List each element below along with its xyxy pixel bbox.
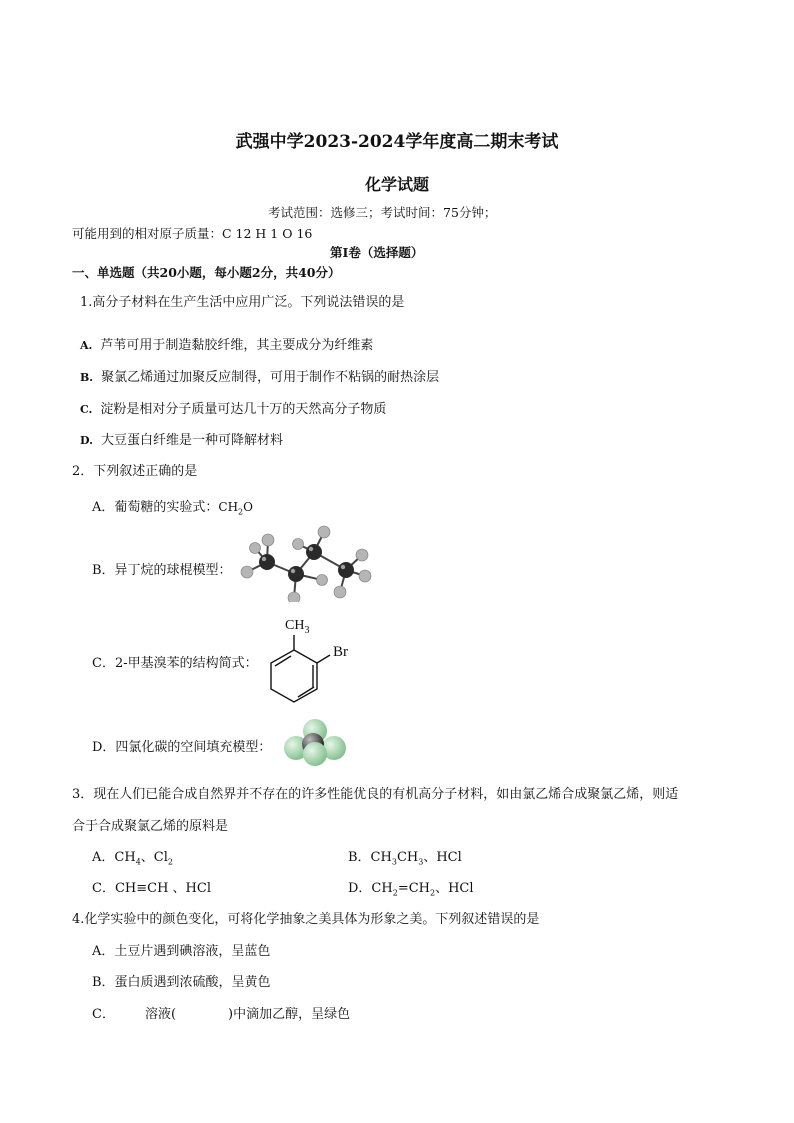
formula-part: 、HCl <box>435 881 474 896</box>
chlorine-atom <box>303 742 327 766</box>
option-letter: C． <box>92 1007 115 1022</box>
q2-option-d: D．四氯化碳的空间填充模型： <box>92 740 272 755</box>
option-text: )中滴加乙醇，呈绿色 <box>228 1007 351 1022</box>
q4-option-c <box>92 1003 350 1022</box>
formula-sub: 2 <box>167 857 173 867</box>
methyl-sub: 3 <box>304 624 310 636</box>
formula-sub: 2 <box>430 888 436 898</box>
q1-option-a <box>80 334 373 353</box>
option-letter: B. <box>80 371 94 384</box>
q1-stem: 1.高分子材料在生产生活中应用广泛。下列说法错误的是 <box>80 295 405 310</box>
q4-option-a: A．土豆片遇到碘溶液，呈蓝色 <box>92 944 271 959</box>
hydrogen-atom <box>288 592 300 602</box>
formula-part: B．CH <box>348 850 392 865</box>
q2-option-b: B．异丁烷的球棍模型： <box>92 563 232 578</box>
methyl-ch: CH <box>285 618 305 633</box>
hydrogen-atom <box>356 549 368 561</box>
q3-stem-line2: 合于合成聚氯乙烯的原料是 <box>72 819 229 834</box>
q4-option-b: B．蛋白质遇到浓硫酸，呈黄色 <box>92 975 271 990</box>
formula-sub: 2 <box>392 888 398 898</box>
hydrogen-atom <box>317 575 328 586</box>
q4-stem: 4.化学实验中的颜色变化，可将化学抽象之美具体为形象之美。下列叙述错误的是 <box>72 912 540 927</box>
formula-sub: 3 <box>391 857 397 867</box>
2-methylbromobenzene-structure <box>262 617 362 707</box>
q2-option-a <box>92 496 253 516</box>
exam-scope: 考试范围：选修三；考试时间：75分钟； <box>268 205 497 220</box>
hydrogen-atom <box>250 543 261 554</box>
formula-part: CH <box>396 850 419 865</box>
formula-part: 、Cl <box>140 850 168 865</box>
hydrogen-atom <box>241 566 253 578</box>
hydrogen-atom <box>359 570 371 582</box>
option-text: 溶液( <box>144 1007 177 1022</box>
formula-part: A．CH <box>92 850 136 865</box>
q1-option-b <box>80 366 439 385</box>
q2-option-c: C．2-甲基溴苯的结构简式： <box>92 656 258 671</box>
option-text: 芦苇可用于制造黏胶纤维，其主要成分为纤维素 <box>100 338 374 353</box>
q3-option-d <box>348 877 474 898</box>
option-text: 聚氯乙烯通过加聚反应制得，可用于制作不粘锅的耐热涂层 <box>101 370 440 385</box>
volume-title: 第Ⅰ卷（选择题） <box>330 245 424 260</box>
formula-part: D．CH <box>348 881 393 896</box>
carbon-atom <box>306 544 322 560</box>
option-text: 淀粉是相对分子质量可达几十万的天然高分子物质 <box>100 402 387 417</box>
q1-option-c <box>80 398 386 417</box>
q2-stem: 2．下列叙述正确的是 <box>72 464 198 479</box>
carbon-atom <box>338 562 354 578</box>
formula-part: CH <box>218 500 239 514</box>
formula-sub: 2 <box>238 507 244 517</box>
option-letter: D. <box>80 434 93 447</box>
q3-option-a <box>92 846 173 867</box>
formula-sub: 3 <box>418 857 424 867</box>
hydrogen-atom <box>334 586 346 598</box>
hydrogen-atom <box>293 539 304 550</box>
subject-title: 化学试题 <box>364 175 429 194</box>
hydrogen-atom <box>262 534 274 546</box>
hydrogen-atom <box>318 526 330 538</box>
q3-option-b <box>348 846 462 867</box>
option-letter: C. <box>80 403 93 416</box>
option-letter: A. <box>80 339 93 352</box>
formula-part: O <box>243 500 253 514</box>
formula-part: 、HCl <box>423 850 462 865</box>
q3-stem-line1: 3．现在人们已能合成自然界并不存在的许多性能优良的有机高分子材料，如由氯乙烯合成聚氯乙烯，则适 <box>72 787 679 802</box>
exam-title: 武强中学2023-2024学年度高二期末考试 <box>235 132 559 152</box>
atomic-masses: 可能用到的相对原子质量：C 12 H 1 O 16 <box>72 226 313 241</box>
option-text: A．葡萄糖的实验式： <box>92 500 219 515</box>
carbon-tetrachloride-space-filling-model <box>280 718 350 768</box>
formula-part: =CH <box>397 881 430 896</box>
q1-option-d <box>80 429 283 448</box>
formula-sub: 4 <box>135 857 141 867</box>
isobutane-ball-stick-model <box>236 522 376 602</box>
carbon-atom <box>259 554 275 570</box>
carbon-atom <box>288 566 304 582</box>
option-text: 大豆蛋白纤维是一种可降解材料 <box>100 433 283 448</box>
glucose-formula <box>218 500 253 517</box>
q3-option-c: C．CH≡CH 、HCl <box>92 881 211 896</box>
section-title: 一、单选题（共20小题，每小题2分，共40分） <box>72 265 341 280</box>
methyl-label <box>285 618 309 636</box>
bromo-label: Br <box>333 644 348 660</box>
